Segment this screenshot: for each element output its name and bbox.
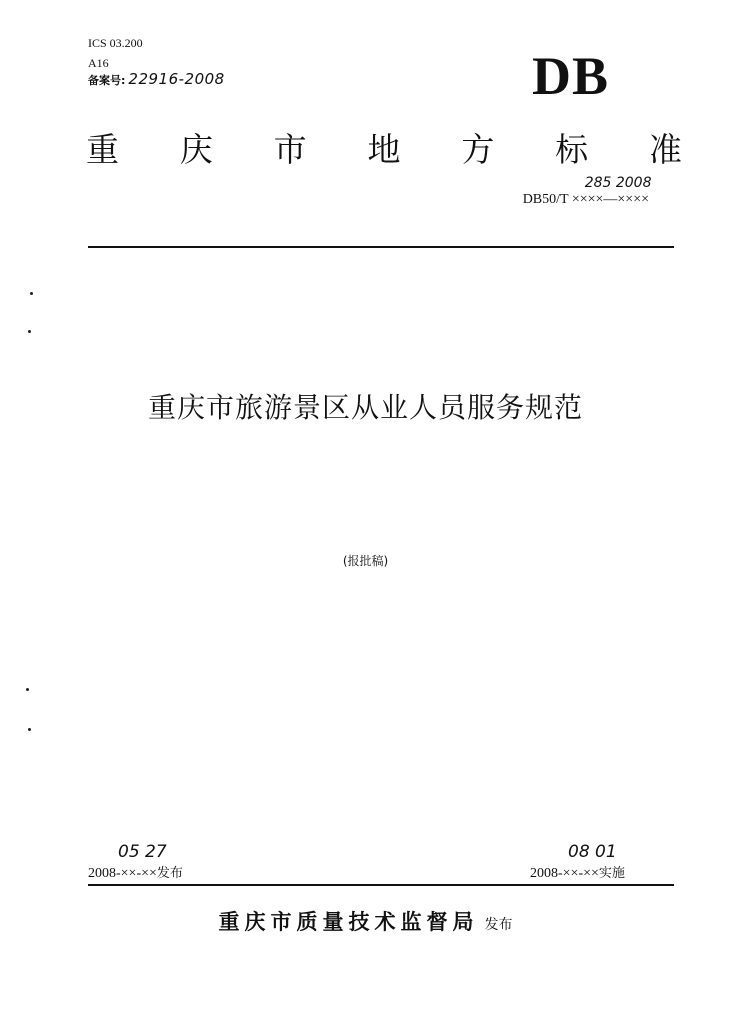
standard-number-handwritten: 285 2008 (584, 175, 652, 191)
standard-title-char: 地 (367, 130, 401, 169)
scan-speck (28, 330, 31, 333)
publish-date (88, 842, 183, 882)
implement-date (530, 842, 625, 882)
standard-title-char: 重 (86, 130, 119, 169)
document-title: 重庆市旅游景区从业人员服务规范 (147, 391, 583, 424)
scan-speck (28, 728, 31, 731)
bottom-divider (88, 884, 674, 886)
standard-title-char: 标 (555, 130, 589, 169)
standard-number-printed: DB50/T ××××—×××× (522, 192, 649, 207)
ics-code: ICS 03.200 (88, 36, 143, 50)
standard-title-char: 庆 (179, 130, 213, 169)
publish-date-handwritten: 05 27 (118, 842, 167, 862)
standard-title (86, 128, 682, 172)
beian-number: 22916-2008 (128, 70, 225, 88)
publish-date-printed: 2008-××-×× (88, 866, 157, 881)
standard-title-char: 市 (273, 130, 307, 169)
scan-speck (30, 292, 33, 295)
class-code: A16 (88, 56, 109, 70)
issuer-suffix: 发布 (484, 917, 513, 933)
implement-label: 实施 (598, 866, 625, 881)
publish-label: 发布 (156, 866, 183, 881)
db-logo: DB (532, 46, 610, 106)
issuer (0, 906, 731, 936)
draft-status: (报批稿) (342, 554, 389, 568)
issuer-org: 重庆市质量技术监督局 (218, 910, 479, 934)
beian-line (88, 72, 225, 88)
implement-date-printed: 2008-××-×× (530, 866, 599, 881)
beian-label: 备案号: (88, 74, 126, 87)
scan-speck (26, 688, 29, 691)
standard-number (522, 175, 652, 208)
standard-title-char: 准 (648, 130, 682, 169)
top-divider (88, 246, 674, 248)
standard-title-char: 方 (461, 130, 495, 169)
implement-date-handwritten: 08 01 (568, 842, 617, 862)
